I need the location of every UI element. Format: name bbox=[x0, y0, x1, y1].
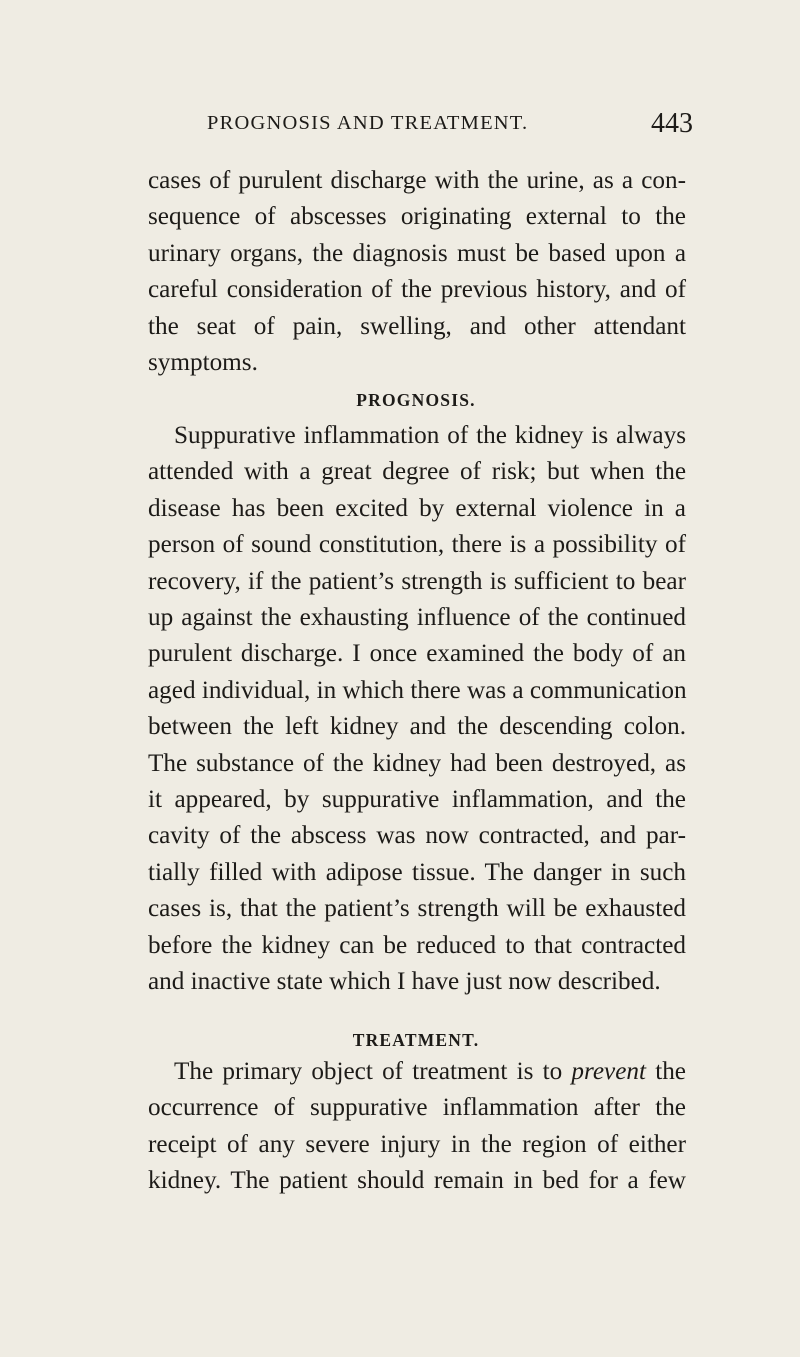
text-line: cavity of the abscess was now contracted, and par- bbox=[148, 822, 686, 850]
text-line: Suppurative inflammation of the kidney is always bbox=[174, 422, 686, 449]
text-line: cases of purulent discharge with the urine, as a con- bbox=[148, 167, 686, 194]
text-line: it appeared, by suppurative inflammation, and the bbox=[148, 786, 686, 814]
text-line: person of sound constitution, there is a possibility of bbox=[148, 531, 686, 559]
text-line: symptoms. bbox=[148, 349, 258, 377]
text-line: disease has been excited by external violence in a bbox=[148, 494, 686, 522]
text-line: careful consideration of the previous history, and of bbox=[148, 276, 686, 304]
running-head bbox=[0, 108, 800, 142]
text-line: sequence of abscesses originating external to the bbox=[148, 203, 686, 231]
paragraph-treatment bbox=[148, 1054, 686, 1200]
text-line: and inactive state which I have just now described. bbox=[148, 968, 661, 996]
text-line: tially filled with adipose tissue. The danger in such bbox=[148, 858, 686, 886]
text-line: recovery, if the patient’s strength is sufficient to bear bbox=[148, 567, 686, 595]
paragraph-prognosis bbox=[148, 418, 686, 1001]
text-line: up against the exhausting influence of the continued bbox=[148, 604, 686, 632]
text-line: aged individual, in which there was a communication bbox=[148, 676, 687, 704]
text-line: The substance of the kidney had been destroyed, as bbox=[148, 749, 686, 777]
section-heading-treatment bbox=[0, 1030, 800, 1051]
text-line bbox=[148, 1054, 686, 1090]
text-line: receipt of any severe injury in the region of either bbox=[148, 1130, 686, 1158]
paragraph-continuation bbox=[148, 163, 686, 381]
running-title: PROGNOSIS AND TREATMENT. bbox=[207, 112, 529, 134]
text-line: before the kidney can be reduced to that contracted bbox=[148, 931, 686, 959]
text-line: occurrence of suppurative inflammation after the bbox=[148, 1094, 686, 1122]
text-line: cases is, that the patient’s strength will be exhausted bbox=[148, 895, 686, 923]
text-line: the seat of pain, swelling, and other attendant bbox=[148, 312, 686, 340]
text-line: between the left kidney and the descending colon. bbox=[148, 713, 686, 741]
emphasis-word: prevent bbox=[571, 1058, 646, 1085]
text-line: attended with a great degree of risk; but when the bbox=[148, 458, 686, 486]
text-run: The primary object of treatment is to bbox=[174, 1058, 572, 1085]
page-number: 443 bbox=[651, 108, 693, 139]
text-line: urinary organs, the diagnosis must be based upon a bbox=[148, 239, 686, 267]
section-heading-label: TREATMENT. bbox=[352, 1030, 480, 1050]
section-heading-prognosis bbox=[0, 390, 800, 411]
text-line: purulent discharge. I once examined the body of an bbox=[148, 640, 686, 668]
section-heading-label: PROGNOSIS. bbox=[356, 390, 476, 410]
text-run: the bbox=[646, 1058, 686, 1085]
text-line: kidney. The patient should remain in bed for a few bbox=[148, 1167, 686, 1195]
